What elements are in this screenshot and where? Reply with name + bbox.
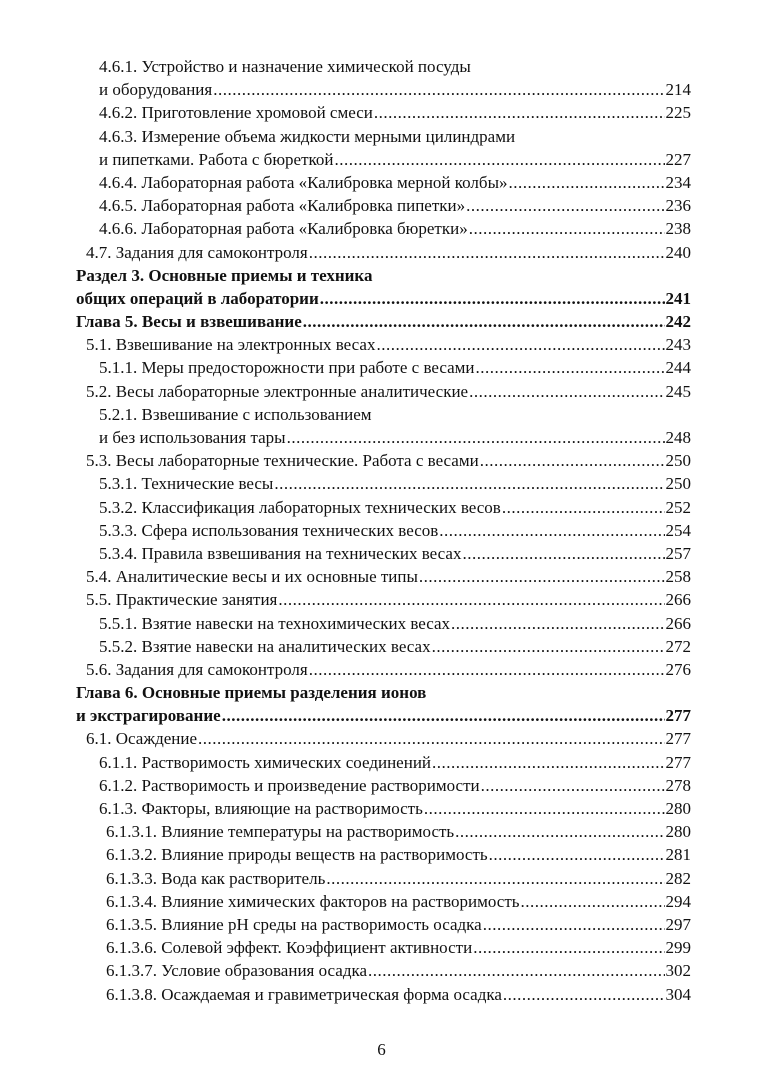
toc-page-number: 280 [665,799,691,818]
dot-leader [320,287,665,310]
toc-entry-title-line: 5.5.1. Взятие навески на технохимических весах [99,613,451,633]
dot-leader [451,612,664,635]
toc-entry [0,681,763,727]
dot-leader [213,78,664,101]
toc-entry [0,565,763,588]
toc-entry-title-line: 4.6.2. Приготовление хромовой смеси [99,103,373,123]
toc-entry [0,403,763,449]
toc-entry [0,936,763,959]
toc-entry-title-line: и экстрагирование [76,706,221,726]
toc-entry-title-line: Глава 5. Весы и взвешивание [76,312,302,332]
dot-leader [476,356,665,379]
toc-entry-title-line: 5.3. Весы лабораторные технические. Работа с весами [86,451,479,471]
toc-entry-title-line: 5.6. Задания для самоконтроля [86,659,308,679]
dot-leader [374,101,665,124]
toc-entry-title-line: 5.3.4. Правила взвешивания на технических весах [99,543,462,563]
toc-entry-title-line: 6.1.3.1. Влияние температуры на растворимость [106,822,455,842]
toc-entry [0,751,763,774]
dot-leader [455,820,664,843]
dot-leader [473,936,664,959]
toc-entry [0,519,763,542]
toc-entry-title-line: 4.6.3. Измерение объема жидкости мерными цилиндрами [99,126,516,146]
toc-page-number: 266 [665,613,691,633]
dot-leader [480,449,665,472]
toc-page-number: 294 [665,891,691,911]
toc-page-number: 241 [665,288,691,308]
toc-entry [0,797,763,820]
toc-entry [0,241,763,264]
toc-entry [0,612,763,635]
dot-leader [287,426,665,449]
toc-entry [0,310,763,333]
toc-page-number: 245 [665,381,691,401]
dot-leader [469,380,664,403]
toc-entry [0,449,763,472]
dot-leader [521,890,665,913]
toc-page-number: 242 [665,312,691,332]
dot-leader [462,542,664,565]
toc-entry [0,380,763,403]
toc-page-number: 302 [665,961,691,981]
toc-entry [0,496,763,519]
toc-page-number: 277 [665,729,691,749]
toc-page-number: 297 [665,914,691,934]
toc-entry-title-line: 6.1.3.5. Влияние pH среды на растворимость осадка [106,914,482,934]
toc-page-number: 280 [665,822,691,842]
toc-page-number: 277 [665,752,691,772]
toc-entry [0,588,763,611]
toc-entry-title-line: и без использования тары [99,428,286,447]
toc-entry-title-line: 5.5.2. Взятие навески на аналитических весах [99,636,431,656]
dot-leader [489,843,665,866]
toc-entry [0,867,763,890]
toc-entry [0,774,763,797]
toc-entry [0,333,763,356]
toc-entry-title-line: 6.1.2. Растворимость и произведение растворимости [99,775,480,795]
toc-entry-title-line: 4.6.5. Лабораторная работа «Калибровка пипетки» [99,196,466,216]
dot-leader [469,217,665,240]
dot-leader [326,867,664,890]
toc-page-number: 277 [665,706,691,726]
toc-page-number: 250 [665,474,691,494]
toc-entry-title-line: 6.1. Осаждение [86,729,198,749]
toc-entry-title-line: Раздел 3. Основные приемы и техника [76,265,373,285]
toc-page-number: 281 [665,845,691,865]
toc-page-number: 299 [665,938,691,958]
dot-leader [466,194,664,217]
dot-leader [309,658,665,681]
toc-page-number: 225 [665,103,691,123]
dot-leader [198,727,664,750]
page-number: 6 [377,1040,386,1059]
toc-entry-title-line: 5.4. Аналитические весы и их основные типы [86,567,418,587]
dot-leader [274,472,664,495]
toc-entry-title-line: Глава 6. Основные приемы разделения ионов [76,683,427,703]
toc-page-number: 234 [665,172,691,192]
table-of-contents [0,55,763,1006]
dot-leader [509,171,665,194]
dot-leader [419,565,665,588]
toc-entry [0,125,763,171]
toc-page-number: 272 [665,636,691,656]
toc-page-number: 250 [665,451,691,471]
dot-leader [303,310,665,333]
dot-leader [335,148,665,171]
toc-page-number: 248 [665,428,691,447]
toc-page-number: 276 [665,659,691,679]
toc-entry-title-line: 4.6.6. Лабораторная работа «Калибровка бюретки» [99,219,468,239]
toc-entry-title-line: общих операций в лаборатории [76,288,319,308]
toc-page-number: 252 [665,497,691,517]
toc-entry-title-line: 5.3.1. Технические весы [99,474,274,494]
toc-entry-title-line: 5.1.1. Меры предосторожности при работе с весами [99,358,475,378]
toc-entry [0,890,763,913]
toc-page-number: 278 [665,775,691,795]
toc-entry [0,472,763,495]
toc-entry-title-line: 6.1.3.3. Вода как растворитель [106,868,326,888]
dot-leader [222,704,665,727]
toc-page-number: 243 [665,335,691,355]
toc-page-number: 240 [665,242,691,262]
toc-entry [0,983,763,1006]
toc-entry [0,959,763,982]
toc-entry [0,101,763,124]
toc-page-number: 258 [665,567,691,587]
dot-leader [424,797,665,820]
toc-entry [0,194,763,217]
toc-entry-title-line: 4.6.4. Лабораторная работа «Калибровка мерной колбы» [99,172,508,192]
dot-leader [481,774,665,797]
dot-leader [439,519,664,542]
toc-entry-title-line: 6.1.1. Растворимость химических соединений [99,752,432,772]
dot-leader [368,959,664,982]
toc-entry [0,55,763,101]
toc-entry-title-line: 5.1. Взвешивание на электронных весах [86,335,376,355]
toc-entry [0,264,763,310]
toc-entry [0,217,763,240]
dot-leader [432,635,665,658]
toc-entry [0,820,763,843]
dot-leader [309,241,665,264]
toc-entry-title-line: 4.6.1. Устройство и назначение химической посуды [99,57,471,76]
toc-entry-title-line: 6.1.3.6. Солевой эффект. Коэффициент активности [106,938,473,958]
toc-entry-title-line: 5.3.3. Сфера использования технических весов [99,520,439,540]
toc-entry-title-line: 6.1.3.4. Влияние химических факторов на растворимость [106,891,520,911]
toc-entry [0,727,763,750]
toc-entry-title-line: 6.1.3.8. Осаждаемая и гравиметрическая форма осадка [106,984,502,1004]
toc-entry [0,171,763,194]
dot-leader [483,913,665,936]
toc-page-number: 266 [665,590,691,610]
toc-entry [0,658,763,681]
toc-page-number: 257 [665,543,691,563]
dot-leader [502,496,665,519]
toc-entry-title-line: 6.1.3.2. Влияние природы веществ на растворимость [106,845,488,865]
toc-entry-title-line: и пипетками. Работа с бюреткой [99,149,334,169]
toc-entry-title-line: 6.1.3. Факторы, влияющие на растворимость [99,799,423,818]
toc-entry [0,913,763,936]
toc-page-number: 254 [665,520,691,540]
toc-entry-title-line: 6.1.3.7. Условие образования осадка [106,961,368,981]
toc-page-number: 282 [665,868,691,888]
toc-page-number: 214 [665,80,691,100]
toc-entry [0,635,763,658]
toc-entry-title-line: и оборудования [99,80,213,100]
dot-leader [376,333,664,356]
toc-entry-title-line: 5.2. Весы лабораторные электронные аналитические [86,381,469,401]
toc-page-number: 236 [665,196,691,216]
toc-entry [0,542,763,565]
toc-entry [0,843,763,866]
toc-entry [0,356,763,379]
toc-entry-title-line: 5.2.1. Взвешивание с использованием [99,404,372,424]
dot-leader [278,588,664,611]
toc-entry-title-line: 5.5. Практические занятия [86,590,278,610]
toc-entry-title-line: 5.3.2. Классификация лабораторных технических весов [99,497,501,517]
toc-page-number: 304 [665,984,691,1004]
dot-leader [503,983,665,1006]
toc-page-number: 227 [665,149,691,169]
toc-entry-title-line: 4.7. Задания для самоконтроля [86,242,308,262]
toc-page-number: 244 [665,358,691,378]
toc-page-number: 238 [665,219,691,239]
dot-leader [432,751,664,774]
